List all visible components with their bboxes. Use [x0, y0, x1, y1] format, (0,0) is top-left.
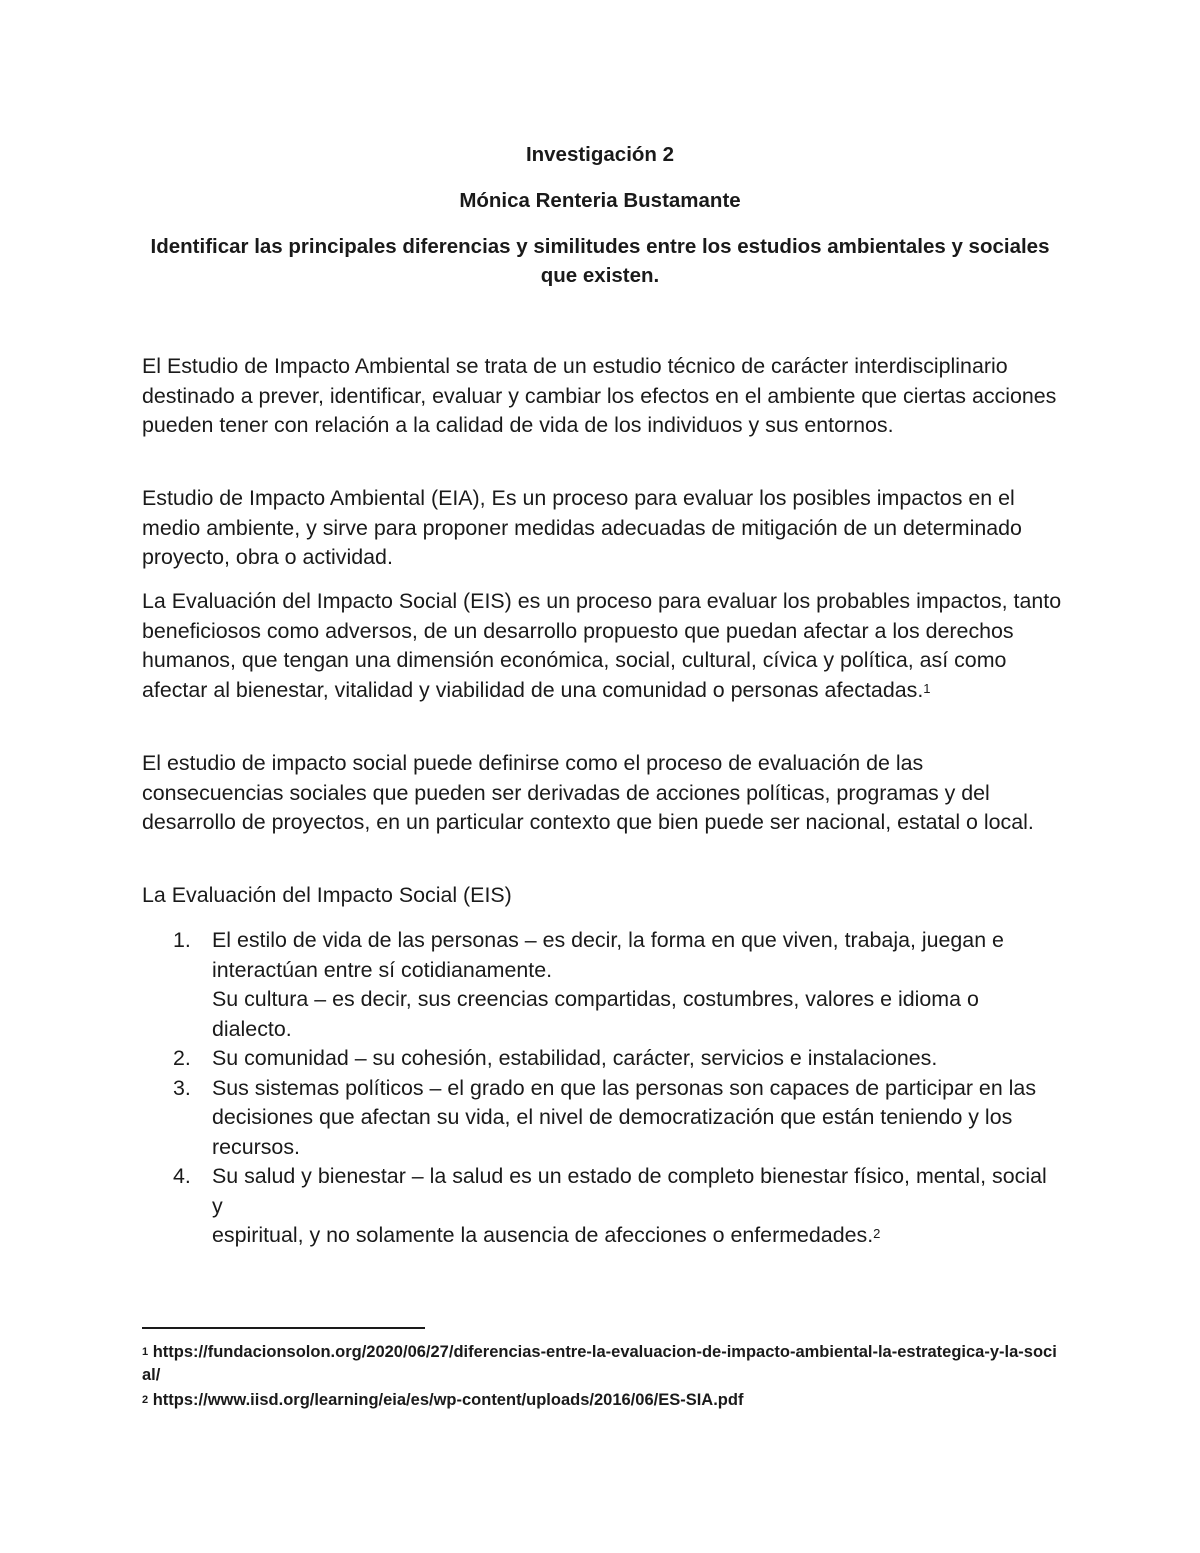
list-item-text: [212, 1221, 1062, 1251]
list-item: [142, 1044, 1062, 1074]
document-author: Mónica Renteria Bustamante: [459, 189, 741, 212]
list-item: [142, 1074, 1062, 1163]
paragraph-social-impact-study: El estudio de impacto social puede definirse como el proceso de evaluación de las consecuencias sociales que pueden ser derivadas de acciones políticas, programas y del desarrollo de proyectos, en un particular contexto que bien puede ser nacional, estatal o local.: [142, 751, 1034, 834]
list-item-text: Su salud y bienestar – la salud es un estado de completo bienestar físico, mental, social y: [212, 1164, 1047, 1218]
document-subtitle: Identificar las principales diferencias y similitudes entre los estudios ambientales y sociales que existen.: [150, 235, 1050, 287]
list-item-number: 4.: [173, 1164, 191, 1188]
footnote-2: [142, 1389, 1062, 1412]
list-item: [142, 1162, 1062, 1251]
footnote-ref-2[interactable]: 2: [873, 1226, 881, 1241]
paragraph-eis-definition: [142, 587, 1062, 705]
list-item-number: 2.: [173, 1046, 191, 1070]
list-item-number: 1.: [173, 928, 191, 952]
footnote-1: [142, 1341, 1062, 1387]
list-item-text: Su comunidad – su cohesión, estabilidad, carácter, servicios e instalaciones.: [212, 1046, 938, 1070]
list-item-text: El estilo de vida de las personas – es decir, la forma en que viven, trabaja, juegan e interactúan entre sí cotidianamente.: [212, 928, 1004, 982]
footnote-separator: [142, 1327, 425, 1329]
footnote-link[interactable]: https://fundacionsolon.org/2020/06/27/diferencias-entre-la-evaluacion-de-impacto-ambiental-la-estrategica-y-la-social/: [142, 1343, 1057, 1384]
list-item-text-end: espiritual, y no solamente la ausencia de afecciones o enfermedades.: [212, 1223, 874, 1247]
list-item-text: Sus sistemas políticos – el grado en que las personas son capaces de participar en las decisiones que afectan su vida, el nivel de democratización que están teniendo y los recursos.: [212, 1075, 1037, 1159]
list-item: [142, 926, 1062, 1044]
footnote-link[interactable]: https://www.iisd.org/learning/eia/es/wp-content/uploads/2016/06/ES-SIA.pdf: [152, 1391, 744, 1409]
footnote-number: 1: [142, 1346, 149, 1358]
paragraph-eia-process: Estudio de Impacto Ambiental (EIA), Es un proceso para evaluar los posibles impactos en el medio ambiente, y sirve para proponer medidas adecuadas de mitigación de un determinado proyecto, obra o actividad.: [142, 486, 1022, 569]
paragraph-eia-definition: El Estudio de Impacto Ambiental se trata de un estudio técnico de carácter interdisciplinario destinado a prever, identificar, evaluar y cambiar los efectos en el ambiente que ciertas acciones pueden tener con relación a la calidad de vida de los individuos y sus entornos.: [142, 354, 1057, 437]
footnote-number: 2: [142, 1394, 149, 1406]
footnote-ref-1[interactable]: 1: [923, 680, 931, 696]
document-title: Investigación 2: [525, 143, 675, 166]
list-item-text: Su cultura – es decir, sus creencias compartidas, costumbres, valores e idioma o dialecto.: [212, 987, 979, 1041]
list-item-number: 3.: [173, 1075, 191, 1100]
paragraph-eis-heading: La Evaluación del Impacto Social (EIS): [142, 883, 512, 907]
paragraph-eis-text: La Evaluación del Impacto Social (EIS) es un proceso para evaluar los probables impactos, tanto beneficiosos como adversos, de un desarrollo propuesto que puedan afectar a los derechos humanos, que tengan una dimensión económica, social, cultural, cívica y política, así como afectar al bienestar, vitalidad y viabilidad de una comunidad o personas afectadas.: [142, 589, 1062, 702]
eis-aspects-list: [142, 926, 1062, 1251]
